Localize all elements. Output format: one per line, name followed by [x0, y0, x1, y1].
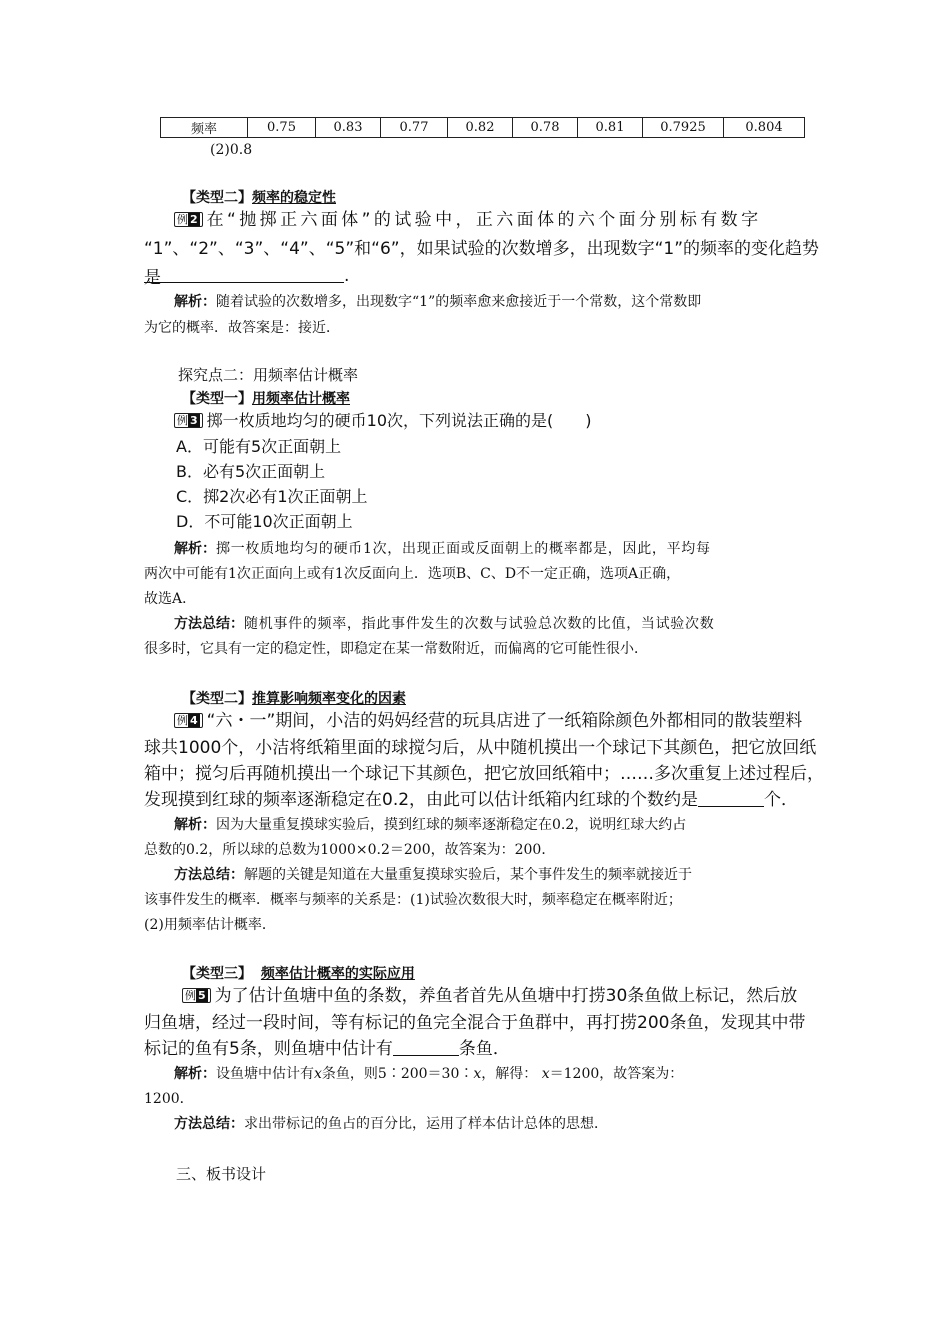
example-badge: 例 3	[174, 413, 203, 428]
example-5-analysis: 解析：设鱼塘中估计有x条鱼，则5∶200＝30∶x，解得： x＝1200，故答案为：	[174, 1066, 684, 1082]
analysis-label: 解析：	[174, 817, 216, 833]
example-4-method: 方法总结：解题的关键是知道在大量重复摸球实验后，某个事件发生的频率就接近于	[174, 867, 692, 883]
table-cell: 0.78	[513, 118, 578, 138]
example-4-line-2: 球共1000个，小洁将纸箱里面的球搅匀后，从中随机摸出一个球记下其颜色，把它放回纸	[144, 738, 817, 758]
example-4-line-1: 例 4 “六・一”期间，小洁的妈妈经营的玩具店进了一纸箱除颜色外都相同的散装塑料	[174, 707, 824, 736]
table-cell: 0.82	[448, 118, 513, 138]
example-2-line-1: 例 2 在“抛掷正六面体”的试验中，正六面体的六个面分别标有数字	[174, 206, 814, 235]
example-3-method: 方法总结：随机事件的频率，指此事件发生的次数与试验总次数的比值，当试验次数	[174, 616, 715, 632]
example-3-analysis-l3: 故选A．	[144, 591, 197, 607]
table-header-cell: 频率	[161, 118, 248, 138]
table-cell: 0.81	[578, 118, 643, 138]
frequency-table	[160, 117, 805, 138]
section-3-heading: 三、板书设计	[176, 1165, 267, 1183]
example-4-line-3: 箱中；搅匀后再随机摸出一个球记下其颜色，把它放回纸箱中；……多次重复上述过程后，	[144, 764, 824, 784]
example-5-method: 方法总结：求出带标记的鱼占的百分比，运用了样本估计总体的思想．	[174, 1116, 608, 1132]
section-tag: 【类型一】	[182, 391, 252, 407]
option-d: D．不可能10次正面朝上	[176, 512, 353, 531]
method-label: 方法总结：	[174, 867, 244, 883]
example-4-analysis-l2: 总数的0.2，所以球的总数为1000×0.2＝200，故答案为：200．	[144, 842, 556, 858]
analysis-label: 解析：	[174, 294, 216, 310]
option-b: B．必有5次正面朝上	[176, 462, 326, 481]
section-title: 频率估计概率的实际应用	[260, 966, 415, 982]
example-3-method-l2: 很多时，它具有一定的稳定性，即稳定在某一常数附近，而偏离的它可能性很小．	[144, 641, 648, 657]
section-title: 推算影响频率变化的因素	[252, 691, 406, 707]
table-cell: 0.7925	[643, 118, 724, 138]
section-tag: 【类型二】	[182, 190, 252, 206]
example-2-line-2: “1”、“2”、“3”、“4”、“5”和“6”，如果试验的次数增多，出现数字“1”的频率的变化趋势是	[144, 239, 820, 288]
table-cell: 0.75	[248, 118, 316, 138]
answer-blank	[144, 282, 344, 283]
example-5-line-3: 标记的鱼有5条，则鱼塘中估计有 条鱼．	[144, 1039, 510, 1059]
answer-2: (2)0.8	[210, 142, 253, 158]
example-badge: 例 4	[174, 713, 203, 728]
analysis-label: 解析：	[174, 1066, 216, 1082]
section-tag: 【类型二】	[182, 691, 252, 707]
section-title: 用频率估计概率	[252, 391, 350, 407]
example-2-analysis-l2: 为它的概率．故答案是：接近．	[144, 320, 340, 336]
example-3-analysis: 解析：掷一枚质地均匀的硬币1次，出现正面或反面朝上的概率都是，因此，平均每	[174, 541, 711, 557]
method-label: 方法总结：	[174, 1116, 244, 1132]
section-title: 频率的稳定性	[252, 190, 336, 206]
method-label: 方法总结：	[174, 616, 244, 632]
answer-blank	[698, 806, 764, 807]
example-4-analysis: 解析：因为大量重复摸球实验后，摸到红球的频率逐渐稳定在0.2，说明红球大约占	[174, 817, 687, 833]
option-a: A．可能有5次正面朝上	[176, 437, 342, 456]
example-4-method-l2: 该事件发生的概率．概率与频率的关系是：(1)试验次数很大时，频率稳定在概率附近；	[144, 892, 682, 908]
example-3-question: 例 3 掷一枚质地均匀的硬币10次，下列说法正确的是( )	[174, 409, 592, 433]
table-cell: 0.83	[316, 118, 381, 138]
answer-blank	[393, 1055, 459, 1056]
example-3-analysis-l2: 两次中可能有1次正面向上或有1次反面向上．选项B、C、D不一定正确，选项A正确，	[144, 566, 681, 582]
analysis-label: 解析：	[174, 541, 216, 557]
table-row	[161, 118, 805, 138]
example-5-analysis-l2: 1200．	[144, 1091, 194, 1107]
example-4-method-l3: (2)用频率估计概率．	[144, 917, 276, 933]
example-5-line-1: 例 5 为了估计鱼塘中鱼的条数，养鱼者首先从鱼塘中打捞30条鱼做上标记，然后放	[182, 982, 822, 1011]
table-cell: 0.804	[724, 118, 805, 138]
explore-point-2: 探究点二：用频率估计概率	[178, 366, 359, 384]
example-2-analysis: 解析：随着试验的次数增多，出现数字“1”的频率愈来愈接近于一个常数，这个常数即	[174, 294, 702, 310]
table-cell: 0.77	[381, 118, 448, 138]
option-c: C．掷2次必有1次正面朝上	[176, 487, 368, 506]
example-2-line-3: .	[144, 262, 349, 291]
example-5-line-2: 归鱼塘，经过一段时间，等有标记的鱼完全混合于鱼群中，再打捞200条鱼，发现其中带	[144, 1013, 806, 1033]
example-4-line-4: 发现摸到红球的频率逐渐稳定在0.2，由此可以估计纸箱内红球的个数约是 个．	[144, 790, 799, 810]
example-badge: 例 5	[182, 988, 211, 1003]
section-tag: 【类型三】	[182, 966, 252, 982]
example-badge: 例 2	[174, 212, 203, 227]
